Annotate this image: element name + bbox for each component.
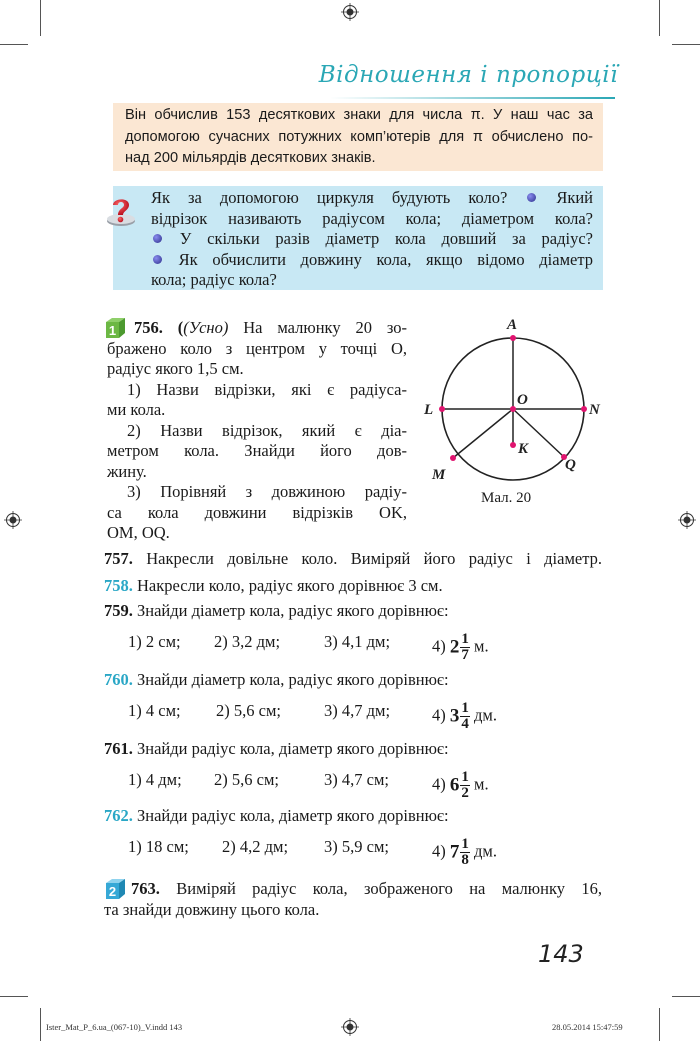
option: 4) 7 $\frac{1}{8}$ дм. (432, 836, 497, 868)
info-line: над 200 мільярдів десяткових знаків. (125, 150, 376, 166)
exercise-760: 760. Знайди діаметр кола, радіус якого дорівнює: (104, 670, 449, 689)
crop-mark (672, 44, 700, 45)
options-759 (0, 622, 700, 666)
label-A: A (507, 317, 518, 333)
option: 2) 5,6 см; (216, 701, 281, 720)
crop-mark (0, 44, 28, 45)
exercise-line: радіус якого 1,5 см. (107, 359, 244, 378)
crop-mark (40, 1008, 41, 1041)
option: 1) 2 см; (128, 632, 181, 651)
point-L (439, 406, 445, 412)
svg-text:1: 1 (108, 323, 117, 338)
option: 2) 4,2 дм; (222, 837, 289, 856)
exercise-line: са кола довжини відрізків OK, (107, 502, 407, 522)
exercise-758: 758. Накресли коло, радіус якого дорівнює 3 см. (104, 576, 443, 595)
label-M: M (432, 467, 446, 483)
crop-mark (672, 996, 700, 997)
point-A (510, 335, 516, 341)
crop-mark (40, 0, 41, 36)
exercise-757: 757. Накресли довільне коло. Виміряй його радіус і діаметр. (104, 549, 602, 568)
exercise-number: 759. (104, 601, 133, 620)
exercise-763 (104, 879, 602, 920)
exercise-762: 762. Знайди радіус кола, діаметр якого дорівнює: (104, 806, 449, 825)
exercise-number: 757. (104, 549, 133, 568)
option: 3) 5,9 см; (324, 837, 389, 856)
bullet-icon (153, 234, 162, 243)
exercise-number: 760. (104, 670, 133, 689)
exercise-line: жину. (107, 461, 147, 481)
info-line: допомогою сучасних потужних комп’ютерів для π обчислено по- (125, 128, 593, 145)
exercise-line: 1) Назви відрізки, які є радіуса- (127, 379, 407, 399)
header-rule (330, 97, 615, 99)
review-questions-box (113, 186, 603, 290)
options-761 (0, 760, 700, 804)
crop-mark (659, 0, 660, 36)
exercise-line: метром кола. Знайди його дов- (107, 441, 407, 460)
exercise-756 (107, 318, 407, 544)
exercise-line: 763. Виміряй радіус кола, зображеного на малюнку 16, (131, 879, 602, 898)
exercise-line: 2) Назви відрізок, який є діа- (127, 420, 407, 440)
question-line: У скільки разів діаметр кола довший за радіус? (151, 229, 593, 250)
exercise-number: 762. (104, 806, 133, 825)
section-title: Відношення і пропорції (318, 62, 618, 88)
exercise-line: ми кола. (107, 400, 166, 419)
label-N: N (589, 402, 600, 418)
option: 4) 3 $\frac{1}{4}$ дм. (432, 700, 497, 732)
footer-file-info: Ister_Mat_P_6.ua_(067-10)_V.indd 143 (46, 1022, 183, 1032)
exercise-line: 3) Порівняй з довжиною радіу- (127, 482, 407, 501)
option: 2) 5,6 см; (214, 770, 279, 789)
exercise-number: 761. (104, 739, 133, 758)
point-K (510, 442, 516, 448)
svg-text:2: 2 (108, 884, 117, 899)
option: 2) 3,2 дм; (214, 632, 281, 651)
figure-caption: Мал. 20 (481, 490, 532, 506)
circle-figure (418, 312, 608, 512)
registration-mark-icon (341, 1018, 359, 1036)
question-line: Як обчислити довжину кола, якщо відомо діаметр (151, 250, 593, 271)
label-K: K (518, 441, 529, 457)
question-mark-icon (104, 194, 138, 228)
exercise-761: 761. Знайди радіус кола, діаметр якого дорівнює: (104, 739, 449, 758)
point-O (510, 406, 516, 412)
crop-mark (0, 996, 28, 997)
question-line: кола; радіус кола? (151, 270, 277, 289)
bullet-icon (527, 193, 536, 202)
info-box (113, 103, 603, 171)
page-number: 143 (538, 940, 584, 968)
option: 4) 6 $\frac{1}{2}$ м. (432, 769, 489, 801)
label-Q: Q (565, 457, 576, 473)
info-line: Він обчислив 153 десяткових знаки для числа π. У наш час за (125, 107, 593, 123)
registration-mark-icon (678, 511, 696, 529)
exercise-759: 759. Знайди діаметр кола, радіус якого дорівнює: (104, 601, 449, 620)
options-760 (0, 691, 700, 735)
registration-mark-icon (341, 3, 359, 21)
question-line: відрізок називають радіусом кола; діаметром кола? (151, 208, 593, 228)
exercise-number: 758. (104, 576, 133, 595)
question-line: Як за допомогою циркуля будують коло? Який (151, 188, 593, 207)
option: 3) 4,1 дм; (324, 632, 391, 651)
option: 3) 4,7 см; (324, 770, 389, 789)
option: 4) 2 $\frac{1}{7}$ м. (432, 631, 489, 663)
label-L: L (424, 402, 434, 418)
point-M (450, 455, 456, 461)
exercise-line: бражено коло з центром у точці O, (107, 338, 407, 358)
point-N (581, 406, 587, 412)
segment-OM (453, 409, 513, 458)
exercise-line: 756. ((Усно) На малюнку 20 зо- (134, 318, 408, 337)
option: 3) 4,7 дм; (324, 701, 391, 720)
exercise-line: та знайди довжину цього кола. (104, 899, 320, 919)
option: 1) 4 см; (128, 701, 181, 720)
options-762 (0, 827, 700, 871)
bullet-icon (153, 255, 162, 264)
crop-mark (659, 1008, 660, 1041)
label-O: O (517, 392, 528, 408)
exercise-line: OM, OQ. (107, 523, 170, 542)
option: 1) 4 дм; (128, 770, 182, 789)
footer-timestamp: 28.05.2014 15:47:59 (552, 1022, 623, 1032)
registration-mark-icon (4, 511, 22, 529)
option: 1) 18 см; (128, 837, 189, 856)
